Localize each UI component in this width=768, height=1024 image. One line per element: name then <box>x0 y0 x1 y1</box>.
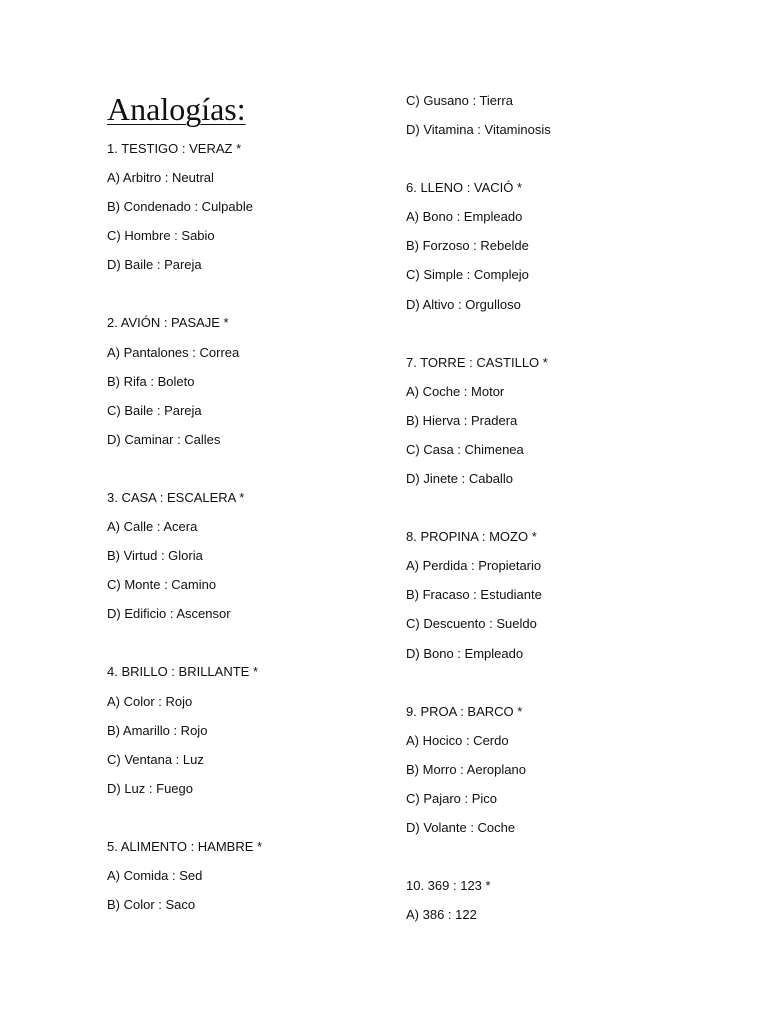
question-5-continued <box>406 89 706 147</box>
page-title: Analogías: <box>107 91 246 127</box>
answer-option: A) Coche : Motor <box>406 383 505 399</box>
answer-option: C) Baile : Pareja <box>107 402 202 418</box>
answer-option: A) 386 : 122 <box>406 907 477 923</box>
answer-option: D) Caminar : Calles <box>107 431 221 447</box>
question-1 <box>107 137 407 282</box>
answer-option: D) Baile : Pareja <box>107 257 202 273</box>
answer-option: B) Hierva : Pradera <box>406 412 518 428</box>
answer-option: B) Fracaso : Estudiante <box>406 587 542 603</box>
answer-option: D) Edificio : Ascensor <box>107 606 231 622</box>
answer-option: C) Ventana : Luz <box>107 751 204 767</box>
answer-option: C) Gusano : Tierra <box>406 93 513 108</box>
answer-option: B) Virtud : Gloria <box>107 548 203 564</box>
question-prompt: 8. PROPINA : MOZO * <box>406 529 537 545</box>
answer-option: A) Bono : Empleado <box>406 209 523 225</box>
question-prompt: 4. BRILLO : BRILLANTE * <box>107 664 259 680</box>
question-3 <box>107 486 407 631</box>
answer-option: B) Rifa : Boleto <box>107 373 195 389</box>
answer-option: A) Arbitro : Neutral <box>107 170 214 186</box>
answer-option: D) Jinete : Caballo <box>406 471 513 487</box>
answer-option: B) Color : Saco <box>107 897 196 913</box>
question-prompt: 10. 369 : 123 * <box>406 878 491 894</box>
question-4 <box>107 660 407 805</box>
answer-option: B) Amarillo : Rojo <box>107 722 208 738</box>
answer-option: B) Morro : Aeroplano <box>406 761 526 777</box>
question-8 <box>406 525 706 670</box>
question-2 <box>107 311 407 456</box>
question-5 <box>107 835 407 922</box>
answer-option: D) Volante : Coche <box>406 819 516 835</box>
question-9 <box>406 700 706 845</box>
answer-option: B) Forzoso : Rebelde <box>406 238 529 254</box>
answer-option: C) Pajaro : Pico <box>406 790 498 806</box>
question-prompt: 3. CASA : ESCALERA * <box>107 489 245 505</box>
answer-option: C) Simple : Complejo <box>406 267 529 283</box>
answer-option: A) Hocico : Cerdo <box>406 732 509 748</box>
answer-option: C) Monte : Camino <box>107 577 217 593</box>
question-7 <box>406 351 706 496</box>
question-10 <box>406 874 706 932</box>
right-column <box>406 89 706 961</box>
answer-option: D) Luz : Fuego <box>107 780 193 796</box>
question-prompt: 6. LLENO : VACIÓ * <box>406 180 523 196</box>
answer-option: C) Casa : Chimenea <box>406 441 524 457</box>
question-6 <box>406 176 706 321</box>
question-prompt: 9. PROA : BARCO * <box>406 703 523 719</box>
answer-option: B) Condenado : Culpable <box>107 199 253 215</box>
answer-option: A) Calle : Acera <box>107 519 198 535</box>
answer-option: D) Altivo : Orgulloso <box>406 296 521 312</box>
question-prompt: 7. TORRE : CASTILLO * <box>406 354 548 370</box>
answer-option: A) Color : Rojo <box>107 693 193 709</box>
answer-option: C) Hombre : Sabio <box>107 228 215 244</box>
answer-option: A) Comida : Sed <box>107 867 203 883</box>
question-prompt: 5. ALIMENTO : HAMBRE * <box>107 838 263 854</box>
answer-option: D) Bono : Empleado <box>406 645 524 661</box>
answer-option: A) Pantalones : Correa <box>107 344 240 360</box>
answer-option: A) Perdida : Propietario <box>406 558 542 574</box>
answer-option: C) Descuento : Sueldo <box>406 616 537 632</box>
left-column <box>107 137 407 951</box>
answer-option: D) Vitamina : Vitaminosis <box>406 122 551 138</box>
question-prompt: 1. TESTIGO : VERAZ * <box>107 141 242 156</box>
question-prompt: 2. AVIÓN : PASAJE * <box>107 315 229 331</box>
